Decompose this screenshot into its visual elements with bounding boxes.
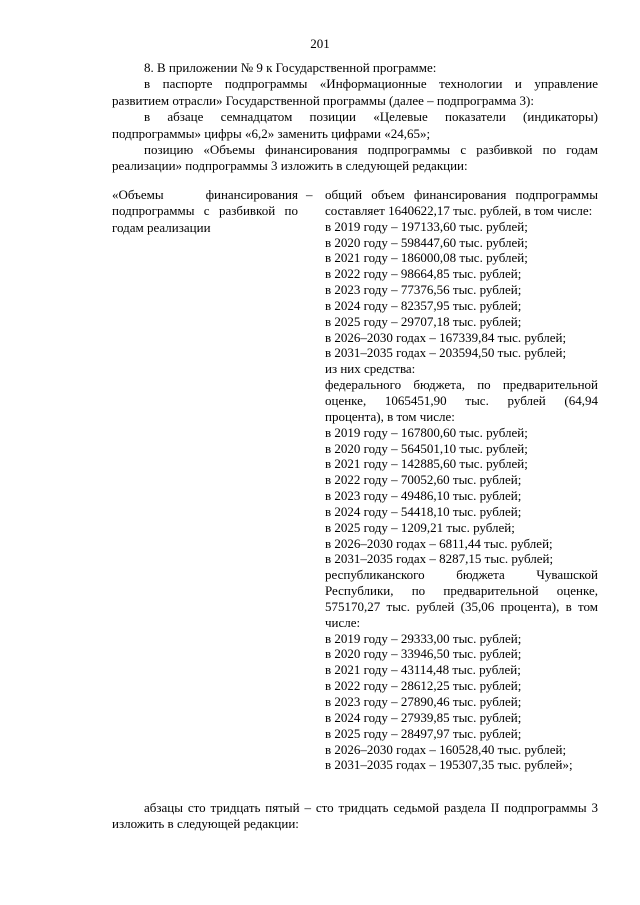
federal-year-line: в 2019 году – 167800,60 тыс. рублей; (325, 424, 528, 440)
total-year-line: в 2022 году – 98664,85 тыс. рублей; (325, 266, 522, 282)
intro-paragraph-1: 8. В приложении № 9 к Государственной программе: (144, 60, 437, 75)
republic-year-line: в 2026–2030 годах – 160528,40 тыс. рублей; (325, 741, 567, 757)
passport-position-label: «Объемы финансирования подпрограммы с разбивкой по годам реализации (112, 187, 298, 235)
republic-year-line: в 2020 году – 33946,50 тыс. рублей; (325, 646, 522, 662)
total-year-line: в 2023 году – 77376,56 тыс. рублей; (325, 282, 522, 298)
republic-budget-text: республиканского бюджета Чувашской Республики, по предварительной оценке, 575170,27 тыс. рублей (35,06 процента), в том числе: (325, 567, 598, 630)
total-funding-text: общий объем финансирования подпрограммы составляет 1640622,17 тыс. рублей, в том числе: (325, 187, 598, 218)
funding-details (325, 187, 598, 773)
federal-year-line: в 2020 году – 564501,10 тыс. рублей; (325, 440, 528, 456)
total-year-line: в 2026–2030 годах – 167339,84 тыс. рублей; (325, 329, 567, 345)
federal-year-line: в 2025 году – 1209,21 тыс. рублей; (325, 519, 515, 535)
total-year-line: в 2031–2035 годах – 203594,50 тыс. рублей; (325, 345, 567, 361)
republic-year-line: в 2021 году – 43114,48 тыс. рублей; (325, 662, 521, 678)
federal-year-line: в 2023 году – 49486,10 тыс. рублей; (325, 488, 522, 504)
republic-year-line: в 2031–2035 годах – 195307,35 тыс. рублей»; (325, 757, 573, 773)
republic-year-line: в 2024 году – 27939,85 тыс. рублей; (325, 709, 522, 725)
total-year-line: в 2024 году – 82357,95 тыс. рублей; (325, 297, 522, 313)
federal-year-line: в 2031–2035 годах – 8287,15 тыс. рублей; (325, 551, 554, 567)
outro-paragraph: абзацы сто тридцать пятый – сто тридцать седьмой раздела II подпрограммы 3 изложить в следующей редакции: (112, 800, 598, 832)
republic-year-line: в 2023 году – 27890,46 тыс. рублей; (325, 694, 522, 709)
federal-year-line: в 2024 году – 54418,10 тыс. рублей; (325, 503, 522, 519)
intro-paragraph-2: в паспорте подпрограммы «Информационные технологии и управление развитием отрасли» Государственной программы (далее – подпрограмма 3): (112, 76, 598, 108)
total-year-line: в 2019 году – 197133,60 тыс. рублей; (325, 218, 528, 234)
republic-year-line: в 2025 году – 28497,97 тыс. рублей; (325, 725, 522, 741)
page-number: 201 (310, 36, 330, 51)
federal-year-line: в 2022 году – 70052,60 тыс. рублей; (325, 472, 522, 488)
position-dash: – (306, 187, 313, 202)
sources-label: из них средства: (325, 361, 416, 377)
intro-paragraph-4: позицию «Объемы финансирования подпрограммы с разбивкой по годам реализации» подпрограммы 3 изложить в следующей редакции: (112, 142, 598, 174)
outro-section (112, 800, 598, 833)
federal-year-line: в 2021 году – 142885,60 тыс. рублей; (325, 456, 528, 472)
republic-year-line: в 2019 году – 29333,00 тыс. рублей; (325, 630, 522, 646)
federal-budget-text: федерального бюджета, по предварительной оценке, 1065451,90 тыс. рублей (64,94 процента), в том числе: (325, 377, 598, 424)
total-year-line: в 2025 году – 29707,18 тыс. рублей; (325, 313, 522, 329)
federal-year-line: в 2026–2030 годах – 6811,44 тыс. рублей; (325, 535, 553, 551)
republic-year-line: в 2022 году – 28612,25 тыс. рублей; (325, 678, 522, 694)
intro-section (112, 60, 598, 175)
intro-paragraph-3: в абзаце семнадцатом позиции «Целевые показатели (индикаторы) подпрограммы» цифры «6,2» заменить цифрами «24,65»; (112, 109, 598, 141)
total-year-line: в 2020 году – 598447,60 тыс. рублей; (325, 234, 528, 250)
total-year-line: в 2021 году – 186000,08 тыс. рублей; (325, 250, 528, 266)
